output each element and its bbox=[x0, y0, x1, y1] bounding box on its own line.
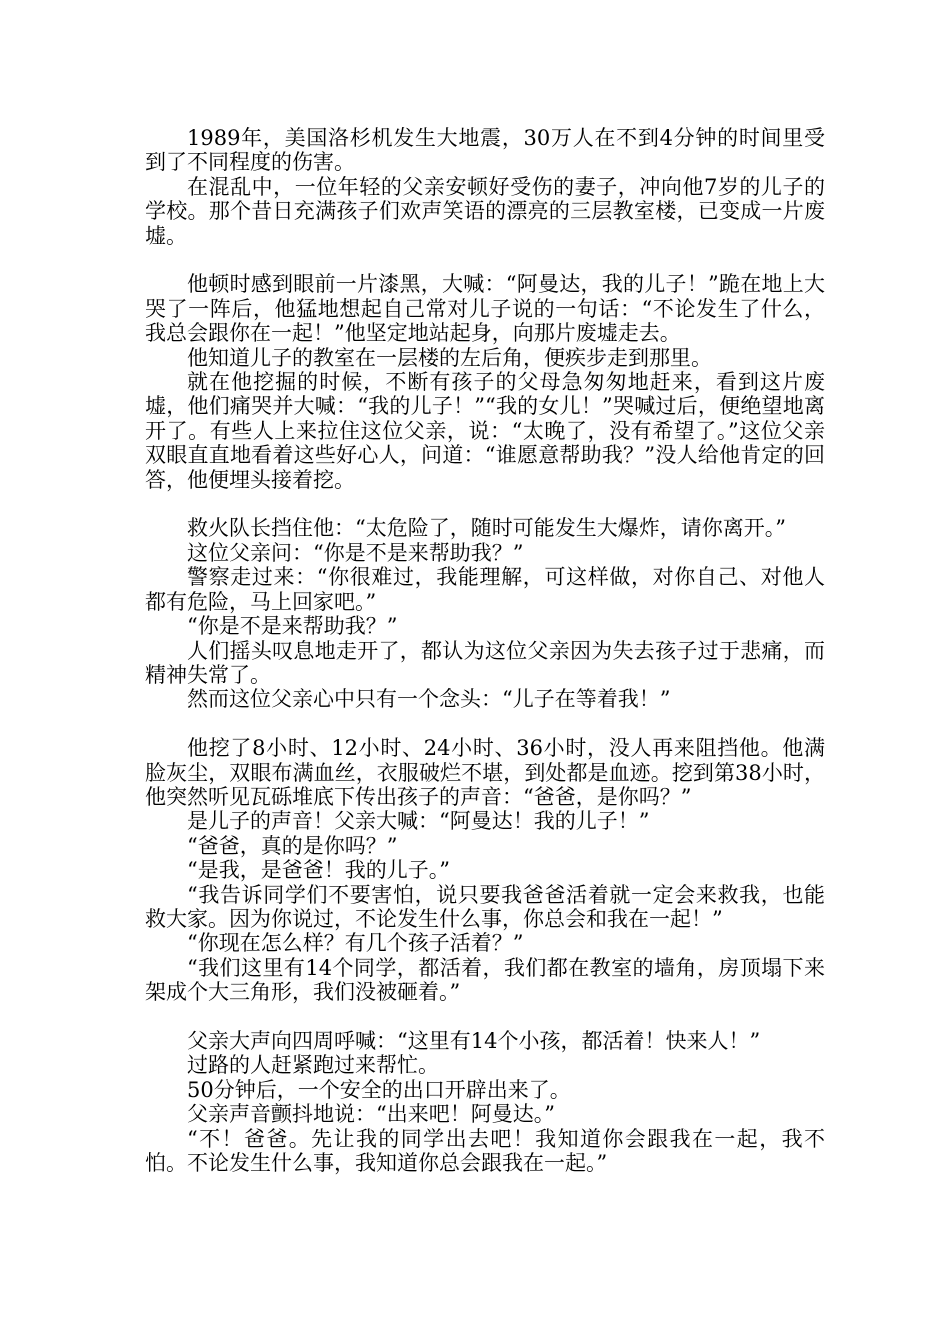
paragraph: 50分钟后，一个安全的出口开辟出来了。 bbox=[187, 1077, 571, 1102]
paragraph: “是我，是爸爸！我的儿子。” bbox=[187, 858, 450, 883]
paragraph: “你是不是来帮助我？” bbox=[187, 614, 398, 639]
paragraph: “你现在怎么样？有几个孩子活着？” bbox=[187, 931, 524, 956]
paragraph: “不！爸爸。先让我的同学出去吧！我知道你会跟我在一起，我不怕。不论发生什么事，我知道你总会跟我在一起。” bbox=[145, 1126, 825, 1175]
paragraph: 是儿子的声音！父亲大喊：“阿曼达！我的儿子！” bbox=[187, 809, 650, 834]
paragraph: 他顿时感到眼前一片漆黑，大喊：“阿曼达，我的儿子！”跪在地上大哭了一阵后，他猛地想起自己常对儿子说的一句话：“不论发生了什么，我总会跟你在一起！”他坚定地站起身，向那片废墟走去。 bbox=[145, 272, 825, 346]
paragraph: “我们这里有14个同学，都活着，我们都在教室的墙角，房顶塌下来架成个大三角形，我们没被砸着。” bbox=[145, 955, 825, 1005]
paragraph: 在混乱中，一位年轻的父亲安顿好受伤的妻子，冲向他7岁的儿子的学校。那个昔日充满孩子们欢声笑语的漂亮的三层教室楼，已变成一片废墟。 bbox=[145, 174, 825, 248]
paragraph: 1989年，美国洛杉机发生大地震，30万人在不到4分钟的时间里受到了不同程度的伤害。 bbox=[145, 126, 825, 175]
paragraph: “爸爸，真的是你吗？” bbox=[187, 833, 398, 858]
paragraph: 然而这位父亲心中只有一个念头：“儿子在等着我！” bbox=[187, 687, 671, 712]
paragraph: 救火队长挡住他：“太危险了，随时可能发生大爆炸，请你离开。” bbox=[187, 516, 786, 541]
paragraph-gap bbox=[145, 712, 825, 736]
paragraph: 就在他挖掘的时候，不断有孩子的父母急匆匆地赶来，看到这片废墟，他们痛哭并大喊：“我的儿子！”“我的女儿！”哭喊过后，便绝望地离开了。有些人上来拉住这位父亲，说：“太晚了，没有希望了。”这位父亲双眼直直地看着这些好心人，问道：“谁愿意帮助我？”没人给他肯定的回答，他便埋头接着挖。 bbox=[145, 370, 825, 492]
paragraph: “我告诉同学们不要害怕，说只要我爸爸活着就一定会来救我，也能救大家。因为你说过，不论发生什么事，你总会和我在一起！” bbox=[145, 882, 825, 931]
paragraph-gap bbox=[145, 492, 825, 516]
paragraph-gap bbox=[145, 1005, 825, 1029]
paragraph: 警察走过来：“你很难过，我能理解，可这样做，对你自己、对他人都有危险，马上回家吧。” bbox=[145, 565, 825, 614]
paragraph: 他挖了8小时、12小时、24小时、36小时，没人再来阻挡他。他满脸灰尘，双眼布满血丝，衣服破烂不堪，到处都是血迹。挖到第38小时，他突然听见瓦砾堆底下传出孩子的声音：“爸爸，是你吗？” bbox=[145, 736, 825, 809]
paragraph: 过路的人赶紧跑过来帮忙。 bbox=[187, 1053, 439, 1078]
paragraph: 人们摇头叹息地走开了，都认为这位父亲因为失去孩子过于悲痛，而精神失常了。 bbox=[145, 638, 825, 687]
paragraph: 这位父亲问：“你是不是来帮助我？” bbox=[187, 540, 524, 565]
paragraph: 他知道儿子的教室在一层楼的左后角，便疾步走到那里。 bbox=[187, 345, 712, 370]
article-body bbox=[145, 126, 825, 1175]
paragraph: 父亲声音颤抖地说：“出来吧！阿曼达。” bbox=[187, 1102, 555, 1127]
paragraph-gap bbox=[145, 248, 825, 272]
paragraph: 父亲大声向四周呼喊：“这里有14个小孩，都活着！快来人！” bbox=[187, 1028, 761, 1053]
